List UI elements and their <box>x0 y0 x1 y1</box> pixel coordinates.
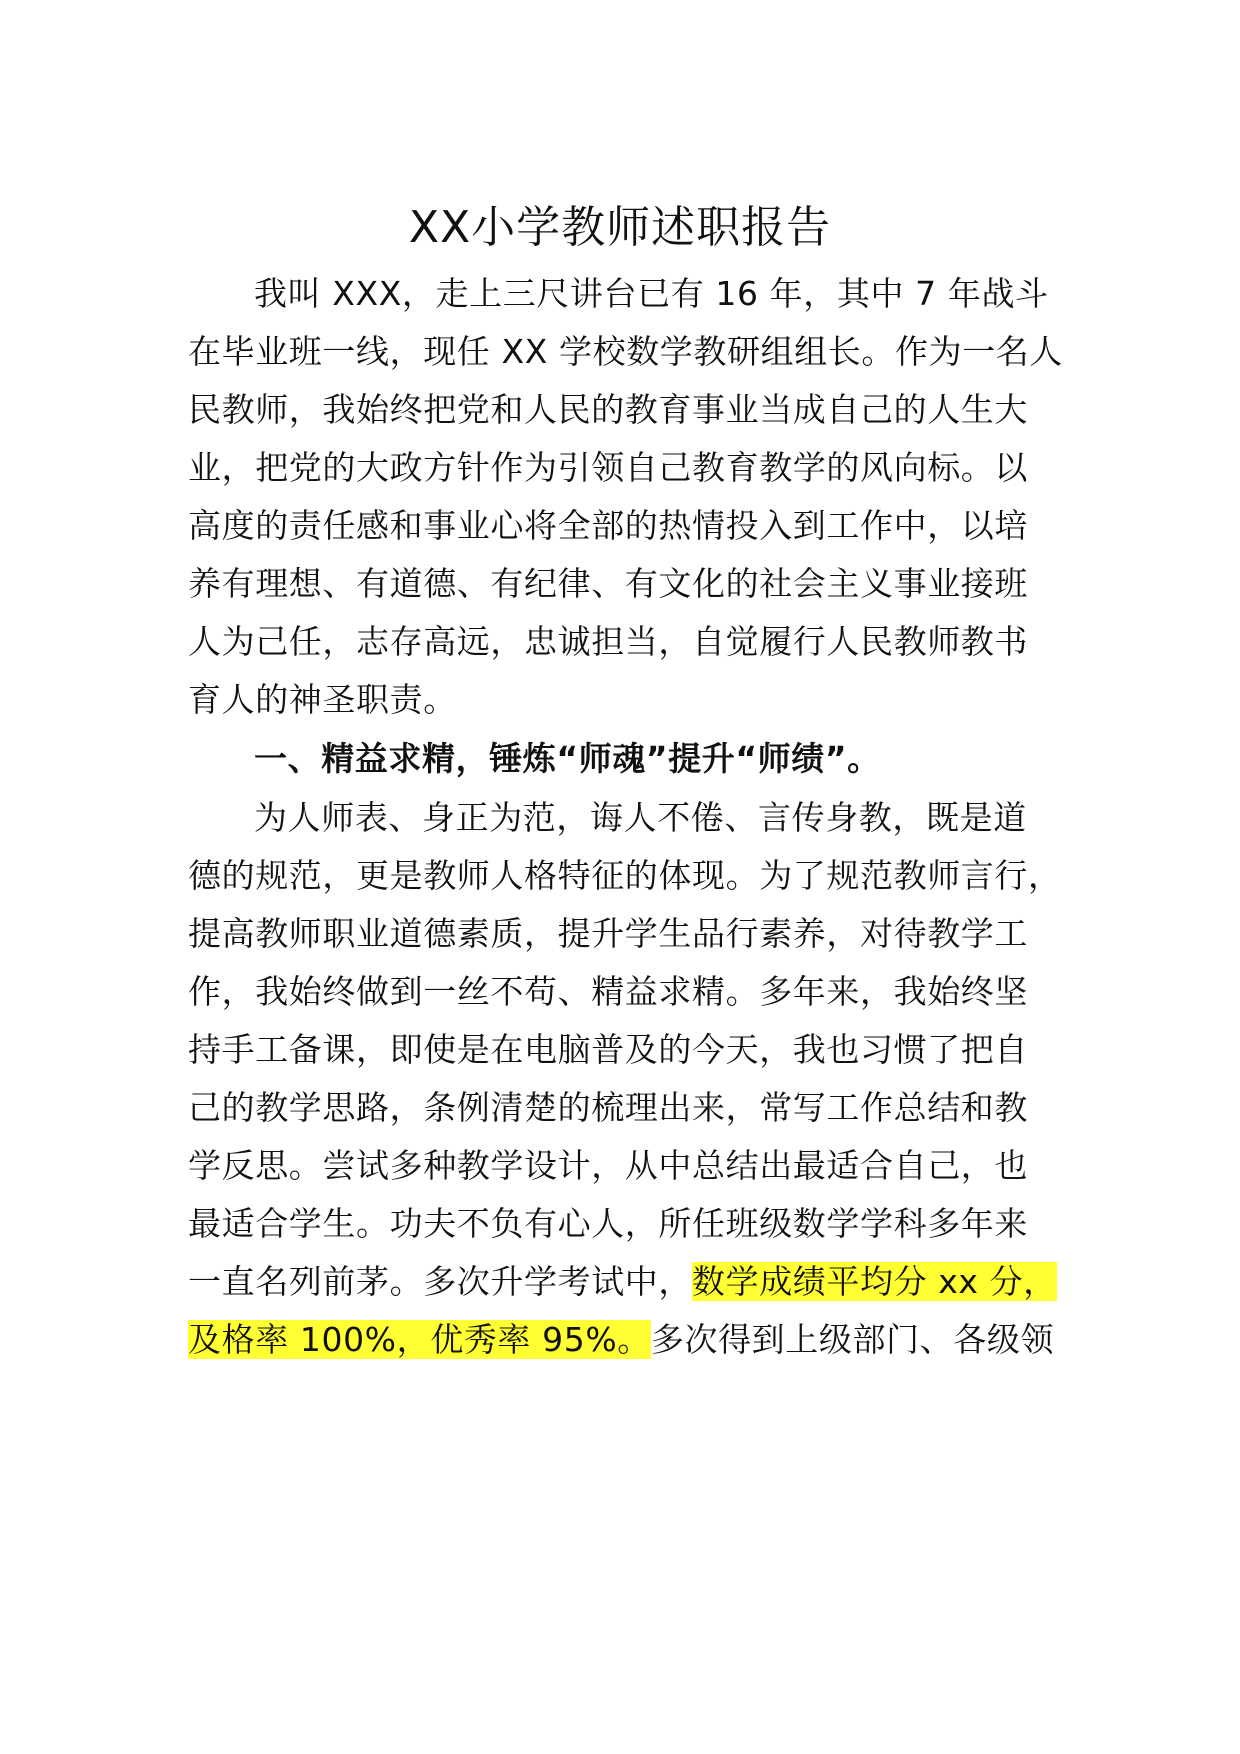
section-heading: 一、精益求精，锤炼“师魂”提升“师绩”。 <box>254 739 881 778</box>
paragraph-line: 我叫 XXX，走上三尺讲台已有 16 年，其中 7 年战斗 <box>254 274 1049 313</box>
paragraph-line <box>188 1318 1054 1362</box>
highlighted-text: 数学成绩平均分 xx 分， <box>692 1262 1057 1301</box>
paragraph-line: 持手工备课，即使是在电脑普及的今天，我也习惯了把自 <box>188 1030 1028 1069</box>
document-title: XX小学教师述职报告 <box>408 202 832 253</box>
paragraph-line <box>188 1260 1057 1304</box>
plain-text: 一直名列前茅。多次升学考试中， <box>188 1262 692 1301</box>
paragraph-line: 养有理想、有道德、有纪律、有文化的社会主义事业接班 <box>188 564 1028 603</box>
highlighted-text: 及格率 100%，优秀率 95%。 <box>188 1320 651 1359</box>
paragraph-line: 民教师，我始终把党和人民的教育事业当成自己的人生大 <box>188 390 1028 429</box>
paragraph-line: 业，把党的大政方针作为引领自己教育教学的风向标。以 <box>188 448 1028 487</box>
paragraph-line: 为人师表、身正为范，诲人不倦、言传身教，既是道 <box>254 798 1027 837</box>
paragraph-line: 德的规范，更是教师人格特征的体现。为了规范教师言行， <box>188 856 1062 895</box>
paragraph-line: 学反思。尝试多种教学设计，从中总结出最适合自己，也 <box>188 1146 1028 1185</box>
paragraph-line: 提高教师职业道德素质，提升学生品行素养，对待教学工 <box>188 914 1028 953</box>
paragraph-line: 高度的责任感和事业心将全部的热情投入到工作中，以培 <box>188 506 1028 545</box>
paragraph-line: 己的教学思路，条例清楚的梳理出来，常写工作总结和教 <box>188 1088 1028 1127</box>
paragraph-line: 人为己任，志存高远，忠诚担当，自觉履行人民教师教书 <box>188 622 1028 661</box>
paragraph-line: 育人的神圣职责。 <box>188 680 457 719</box>
paragraph-line: 在毕业班一线，现任 XX 学校数学教研组组长。作为一名人 <box>188 332 1063 371</box>
paragraph-line: 作，我始终做到一丝不苟、精益求精。多年来，我始终坚 <box>188 972 1028 1011</box>
paragraph-line: 最适合学生。功夫不负有心人，所任班级数学学科多年来 <box>188 1204 1028 1243</box>
plain-text: 多次得到上级部门、各级领 <box>650 1320 1055 1359</box>
